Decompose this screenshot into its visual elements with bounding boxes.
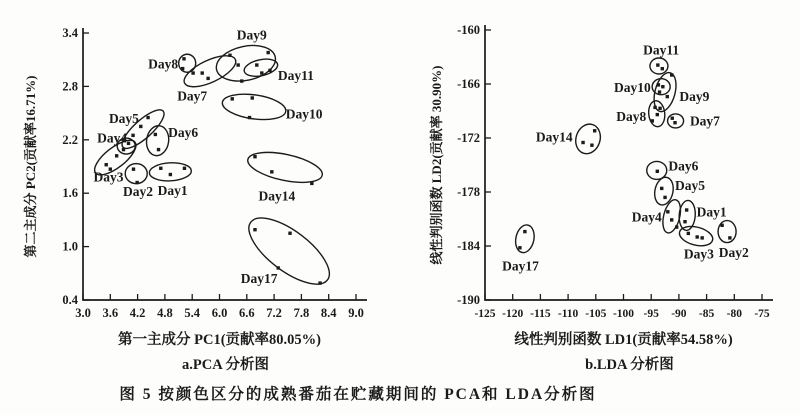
data-point: [132, 167, 135, 170]
data-point: [146, 116, 149, 119]
cluster-Day6: [647, 158, 699, 179]
x-tick-label: -80: [726, 308, 742, 320]
cluster-label: Day9: [236, 27, 267, 43]
data-point: [183, 167, 186, 170]
data-point: [157, 148, 160, 151]
x-tick-label: -75: [754, 308, 770, 320]
lda-plot: [400, 0, 800, 380]
x-tick-label: 3.0: [75, 306, 91, 320]
x-tick-label: 4.8: [157, 306, 173, 320]
data-point: [666, 95, 669, 98]
y-tick-label: -160: [457, 23, 480, 37]
cluster-label: Day4: [97, 130, 128, 146]
cluster-ellipse: [572, 121, 604, 157]
data-point: [651, 119, 654, 122]
cluster-Day4: [97, 131, 135, 155]
x-tick-label: -115: [530, 308, 551, 320]
data-point: [310, 182, 313, 185]
x-tick-label: -120: [502, 308, 524, 320]
y-tick-label: 3.4: [62, 26, 78, 40]
cluster-label: Day10: [613, 80, 651, 96]
cluster-Day8: [148, 54, 196, 72]
data-point: [122, 148, 125, 151]
y-tick-label: 1.0: [62, 239, 78, 254]
x-tick-label: -110: [557, 308, 579, 320]
cluster-label: Day14: [535, 129, 573, 145]
cluster-label: Day2: [718, 244, 749, 260]
data-point: [663, 196, 666, 199]
x-tick-label: -100: [612, 308, 635, 320]
cluster-Day2: [718, 221, 749, 260]
figure-caption: 图 5 按颜色区分的成熟番茄在贮藏期间的 PCA和 LDA分析图: [119, 386, 597, 403]
data-point: [255, 63, 258, 66]
cluster-label: Day1: [696, 204, 727, 220]
data-point: [201, 71, 204, 74]
cluster-ellipse: [145, 124, 171, 157]
x-tick-label: 3.6: [102, 306, 119, 320]
data-point: [670, 73, 673, 76]
cluster-label: Day4: [631, 209, 662, 225]
x-tick-label: 8.4: [320, 306, 337, 320]
x-tick-label: 5.4: [184, 306, 201, 320]
pca-plot: [0, 0, 400, 380]
data-point: [658, 90, 661, 93]
cluster-label: Day7: [689, 113, 720, 129]
data-point: [240, 79, 243, 82]
data-point: [206, 77, 209, 80]
data-point: [154, 133, 157, 136]
cluster-Day14: [245, 147, 325, 204]
cluster-Day8: [616, 100, 666, 128]
data-point: [695, 235, 698, 238]
data-point: [115, 154, 118, 157]
data-point: [700, 236, 703, 239]
data-point: [270, 170, 273, 173]
y-tick-label: -172: [457, 131, 480, 145]
cluster-ellipse: [180, 49, 240, 93]
x-tick-label: 7.8: [293, 306, 310, 320]
y-tick-label: -190: [457, 293, 480, 307]
cluster-label: Day10: [285, 106, 323, 122]
y-tick-label: -178: [457, 185, 480, 199]
cluster-label: Day1: [157, 183, 188, 199]
data-point: [675, 225, 678, 228]
x-tick-label: 6.6: [238, 306, 255, 320]
data-point: [248, 116, 251, 119]
data-point: [656, 113, 659, 116]
cluster-label: Day6: [168, 125, 199, 141]
x-tick-label: -95: [643, 308, 659, 320]
cluster-ellipse: [660, 198, 684, 235]
cluster-Day10: [221, 91, 323, 124]
data-point: [266, 51, 269, 54]
data-point: [253, 228, 256, 231]
data-point: [683, 220, 686, 223]
data-point: [236, 63, 239, 66]
cluster-label: Day6: [668, 158, 699, 174]
cluster-Day7: [668, 113, 721, 128]
x-tick-label: -85: [698, 308, 715, 320]
cluster-label: Day3: [93, 169, 124, 185]
panel-label: b.LDA 分析图: [585, 357, 674, 373]
cluster-label: Day2: [123, 183, 154, 199]
y-axis-title: 第二主成分 PC2(贡献率16.71%): [23, 75, 38, 258]
cluster-label: Day9: [679, 89, 710, 105]
data-point: [131, 134, 134, 137]
data-point: [593, 129, 596, 132]
cluster-Day11: [643, 42, 679, 74]
y-tick-label: 2.8: [62, 79, 78, 94]
y-tick-label: 1.6: [62, 186, 78, 201]
data-point: [670, 218, 673, 221]
cluster-label: Day5: [674, 178, 705, 194]
cluster-label: Day5: [108, 110, 139, 126]
cluster-label: Day14: [258, 188, 296, 204]
cluster-label: Day11: [643, 42, 680, 58]
data-point: [653, 106, 656, 109]
data-point: [127, 142, 130, 145]
cluster-Day1: [149, 162, 192, 198]
cluster-Day6: [145, 124, 199, 157]
data-point: [590, 144, 593, 147]
data-point: [660, 187, 663, 190]
cluster-ellipse: [668, 114, 684, 128]
x-tick-label: 7.2: [266, 306, 282, 320]
data-point: [658, 107, 661, 110]
data-point: [191, 71, 194, 74]
cluster-ellipse: [652, 176, 675, 207]
y-axis-title: 线性判别函数 LD2(贡献率 30.90%): [429, 65, 444, 265]
data-point: [661, 67, 664, 70]
data-point: [685, 208, 688, 211]
data-point: [268, 69, 271, 72]
data-point: [518, 246, 521, 249]
cluster-ellipse: [221, 91, 288, 124]
x-tick-label: 6.0: [211, 306, 228, 320]
data-point: [671, 117, 674, 120]
cluster-ellipse: [149, 162, 192, 182]
data-point: [253, 155, 256, 158]
data-point: [673, 121, 676, 124]
data-point: [728, 236, 731, 239]
cluster-label: Day7: [177, 88, 208, 104]
cluster-ellipse: [125, 164, 147, 184]
cluster-Day5: [109, 104, 169, 154]
data-point: [687, 232, 690, 235]
data-point: [181, 67, 184, 70]
data-point: [251, 96, 254, 99]
x-tick-label: 9.0: [348, 306, 364, 320]
data-point: [318, 281, 321, 284]
cluster-label: Day17: [502, 258, 539, 274]
data-point: [523, 230, 526, 233]
data-point: [182, 57, 185, 60]
x-axis-title: 线性判别函数 LD1(贡献率54.58%): [514, 332, 733, 348]
data-point: [231, 97, 234, 100]
cluster-ellipse: [513, 223, 536, 254]
y-tick-label: -184: [457, 239, 480, 253]
y-tick-label: 0.4: [62, 293, 78, 307]
x-tick-label: -90: [671, 308, 687, 320]
y-tick-label: 2.2: [62, 132, 78, 147]
data-point: [661, 85, 664, 88]
cluster-label: Day11: [277, 68, 314, 84]
y-tick-label: -166: [457, 77, 480, 91]
data-point: [276, 266, 279, 269]
data-point: [159, 167, 162, 170]
data-point: [666, 210, 669, 213]
data-point: [581, 141, 584, 144]
cluster-Day14: [536, 121, 604, 157]
data-point: [169, 173, 172, 176]
cluster-Day17: [239, 206, 340, 296]
data-point: [656, 63, 659, 66]
data-point: [139, 125, 142, 128]
panel-label: a.PCA 分析图: [182, 357, 269, 373]
x-axis-title: 第一主成分 PC1(贡献率80.05%): [118, 332, 321, 348]
data-point: [260, 71, 263, 74]
cluster-ellipse: [243, 56, 280, 79]
data-point: [105, 163, 108, 166]
cluster-label: Day8: [616, 108, 647, 124]
x-tick-label: -105: [585, 308, 607, 320]
cluster-Day17: [502, 223, 539, 273]
data-point: [288, 232, 291, 235]
x-tick-label: -125: [474, 308, 496, 320]
cluster-label: Day3: [683, 246, 714, 262]
x-tick-label: 4.2: [129, 306, 146, 320]
cluster-Day2: [123, 164, 153, 199]
cluster-label: Day8: [148, 56, 179, 72]
data-point: [656, 170, 659, 173]
cluster-ellipse: [213, 40, 279, 86]
data-point: [720, 224, 723, 227]
cluster-Day10: [614, 79, 670, 95]
cluster-label: Day17: [240, 271, 278, 287]
